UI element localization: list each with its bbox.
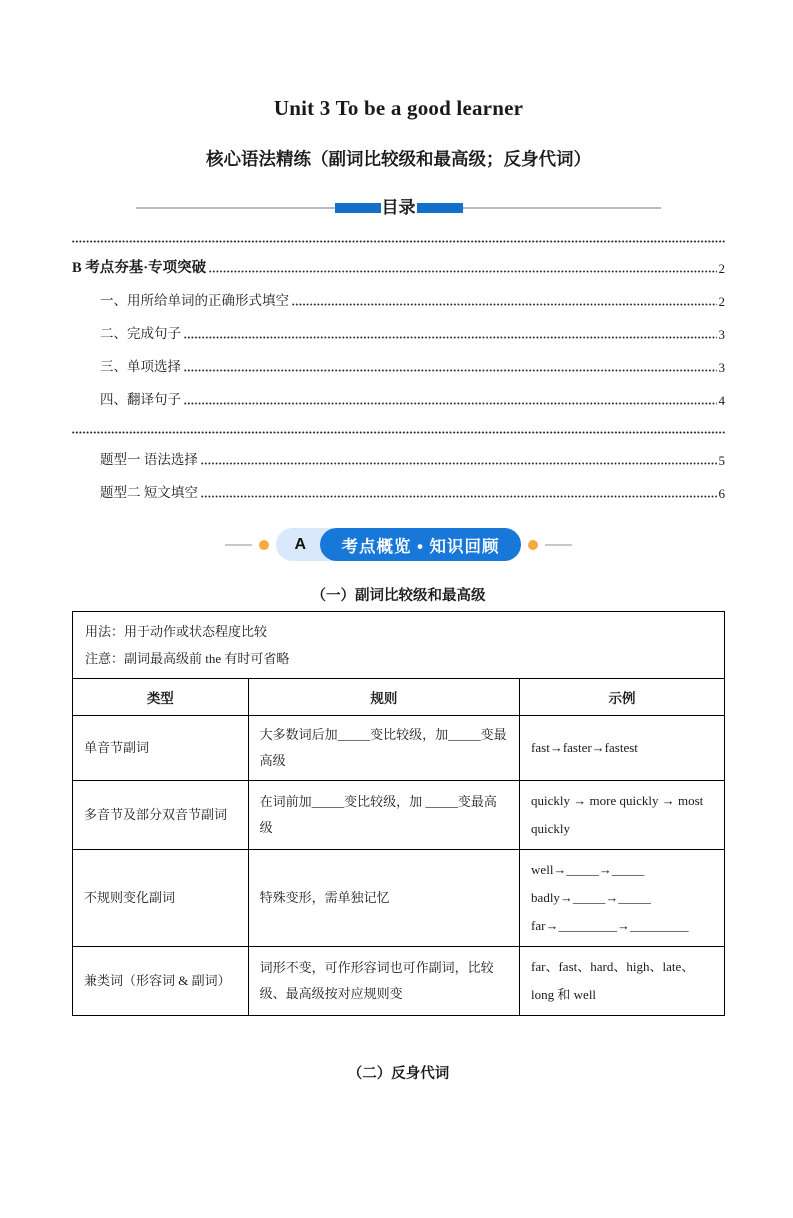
section2-heading: （二）反身代词 xyxy=(347,1066,450,1082)
table-row xyxy=(73,947,725,1016)
badge-letter: A xyxy=(294,535,307,553)
toc-separator-top xyxy=(72,239,725,244)
section1-heading: （一）副词比较级和最高级 xyxy=(311,588,486,604)
intro-cell xyxy=(73,612,725,679)
toc-heading xyxy=(136,198,661,218)
badge-pill xyxy=(320,528,522,561)
example-cell xyxy=(520,781,725,850)
type-cell: 单音节副词 xyxy=(73,716,249,781)
rule-cell: 特殊变形，需单独记忆 xyxy=(248,850,519,947)
toc-page-number: 2 xyxy=(718,294,725,309)
badge-label: 考点概览 • 知识回顾 xyxy=(341,537,500,556)
caution-note: 注意：副词最高级前 the 有时可省略 xyxy=(85,651,290,666)
orange-dot-right-icon xyxy=(528,540,538,550)
toc-page-number: 3 xyxy=(718,360,725,375)
toc-item-label: 题型二 短文填空 xyxy=(100,485,198,500)
toc-item-label: 三、单项选择 xyxy=(100,359,181,374)
toc-page-number: 4 xyxy=(718,393,725,408)
toc-dot-leader xyxy=(201,461,717,466)
toc-item-cloze[interactable] xyxy=(72,471,725,504)
toc-page-number: 5 xyxy=(718,453,725,468)
rule-cell: 词形不变，可作形容词也可作副词，比较级、最高级按对应规则变 xyxy=(248,947,519,1016)
orange-dot-left-icon xyxy=(259,540,269,550)
example-line: fast→faster→fastest xyxy=(531,740,638,755)
rule-cell: 在词前加_____变比较级，加 _____变最高级 xyxy=(248,781,519,850)
type-cell: 兼类词（形容词 & 副词） xyxy=(73,947,249,1016)
example-line: far→_________→_________ xyxy=(531,918,689,933)
toc-item-label: 题型一 语法选择 xyxy=(100,452,198,467)
table-row xyxy=(73,716,725,781)
type-cell: 多音节及部分双音节副词 xyxy=(73,781,249,850)
table-row xyxy=(73,850,725,947)
toc-heading-bar-left xyxy=(335,203,381,213)
type-cell: 不规则变化副词 xyxy=(73,850,249,947)
toc-dot-leader xyxy=(184,401,717,406)
example-line: badly→_____→_____ xyxy=(531,890,651,905)
toc-page-number: 3 xyxy=(718,327,725,342)
table-of-contents xyxy=(72,239,725,504)
toc-dot-leader xyxy=(184,368,717,373)
page-title: Unit 3 To be a good learner xyxy=(273,96,524,120)
table-row-intro xyxy=(73,612,725,679)
toc-heading-line-left xyxy=(136,207,335,209)
adverb-comparison-table xyxy=(72,611,725,1016)
toc-item-multiple-choice[interactable] xyxy=(72,345,725,378)
toc-item-label: 二、完成句子 xyxy=(100,326,181,341)
toc-dot-leader xyxy=(292,302,717,307)
table-header-row xyxy=(73,679,725,716)
toc-dot-leader xyxy=(209,269,716,274)
toc-separator-middle xyxy=(72,430,725,435)
badge-line-right xyxy=(545,544,572,546)
badge-line-left xyxy=(225,544,252,546)
column-header-example: 示例 xyxy=(520,679,725,716)
toc-item-fill-blanks[interactable] xyxy=(72,279,725,312)
table-row xyxy=(73,781,725,850)
usage-note: 用法：用于动作或状态程度比较 xyxy=(85,624,268,639)
document-page xyxy=(0,96,793,1218)
toc-item-section-b[interactable] xyxy=(72,246,725,279)
toc-heading-line-right xyxy=(463,207,662,209)
example-line: far、fast、hard、high、late、long 和 well xyxy=(531,959,695,1002)
toc-item-label: B 考点夯基·专项突破 xyxy=(72,260,207,276)
page-subtitle: 核心语法精练（副词比较级和最高级；反身代词） xyxy=(206,149,591,169)
toc-item-label: 一、用所给单词的正确形式填空 xyxy=(100,293,289,308)
section-a-badge xyxy=(72,528,725,561)
toc-heading-bar-right xyxy=(417,203,463,213)
column-header-type: 类型 xyxy=(73,679,249,716)
toc-page-number: 6 xyxy=(718,486,725,501)
example-cell xyxy=(520,850,725,947)
example-cell xyxy=(520,716,725,781)
toc-item-label: 四、翻译句子 xyxy=(100,392,181,407)
toc-dot-leader xyxy=(184,335,717,340)
toc-item-translate[interactable] xyxy=(72,378,725,411)
rule-cell: 大多数词后加_____变比较级，加_____变最高级 xyxy=(248,716,519,781)
toc-page-number: 2 xyxy=(718,261,725,276)
column-header-rule: 规则 xyxy=(248,679,519,716)
toc-title: 目录 xyxy=(381,198,416,217)
toc-item-grammar-choice[interactable] xyxy=(72,438,725,471)
example-line: well→_____→_____ xyxy=(531,862,645,877)
example-line: quickly → more quickly → most quickly xyxy=(531,793,704,836)
toc-dot-leader xyxy=(201,494,717,499)
toc-item-complete-sentences[interactable] xyxy=(72,312,725,345)
example-cell xyxy=(520,947,725,1016)
